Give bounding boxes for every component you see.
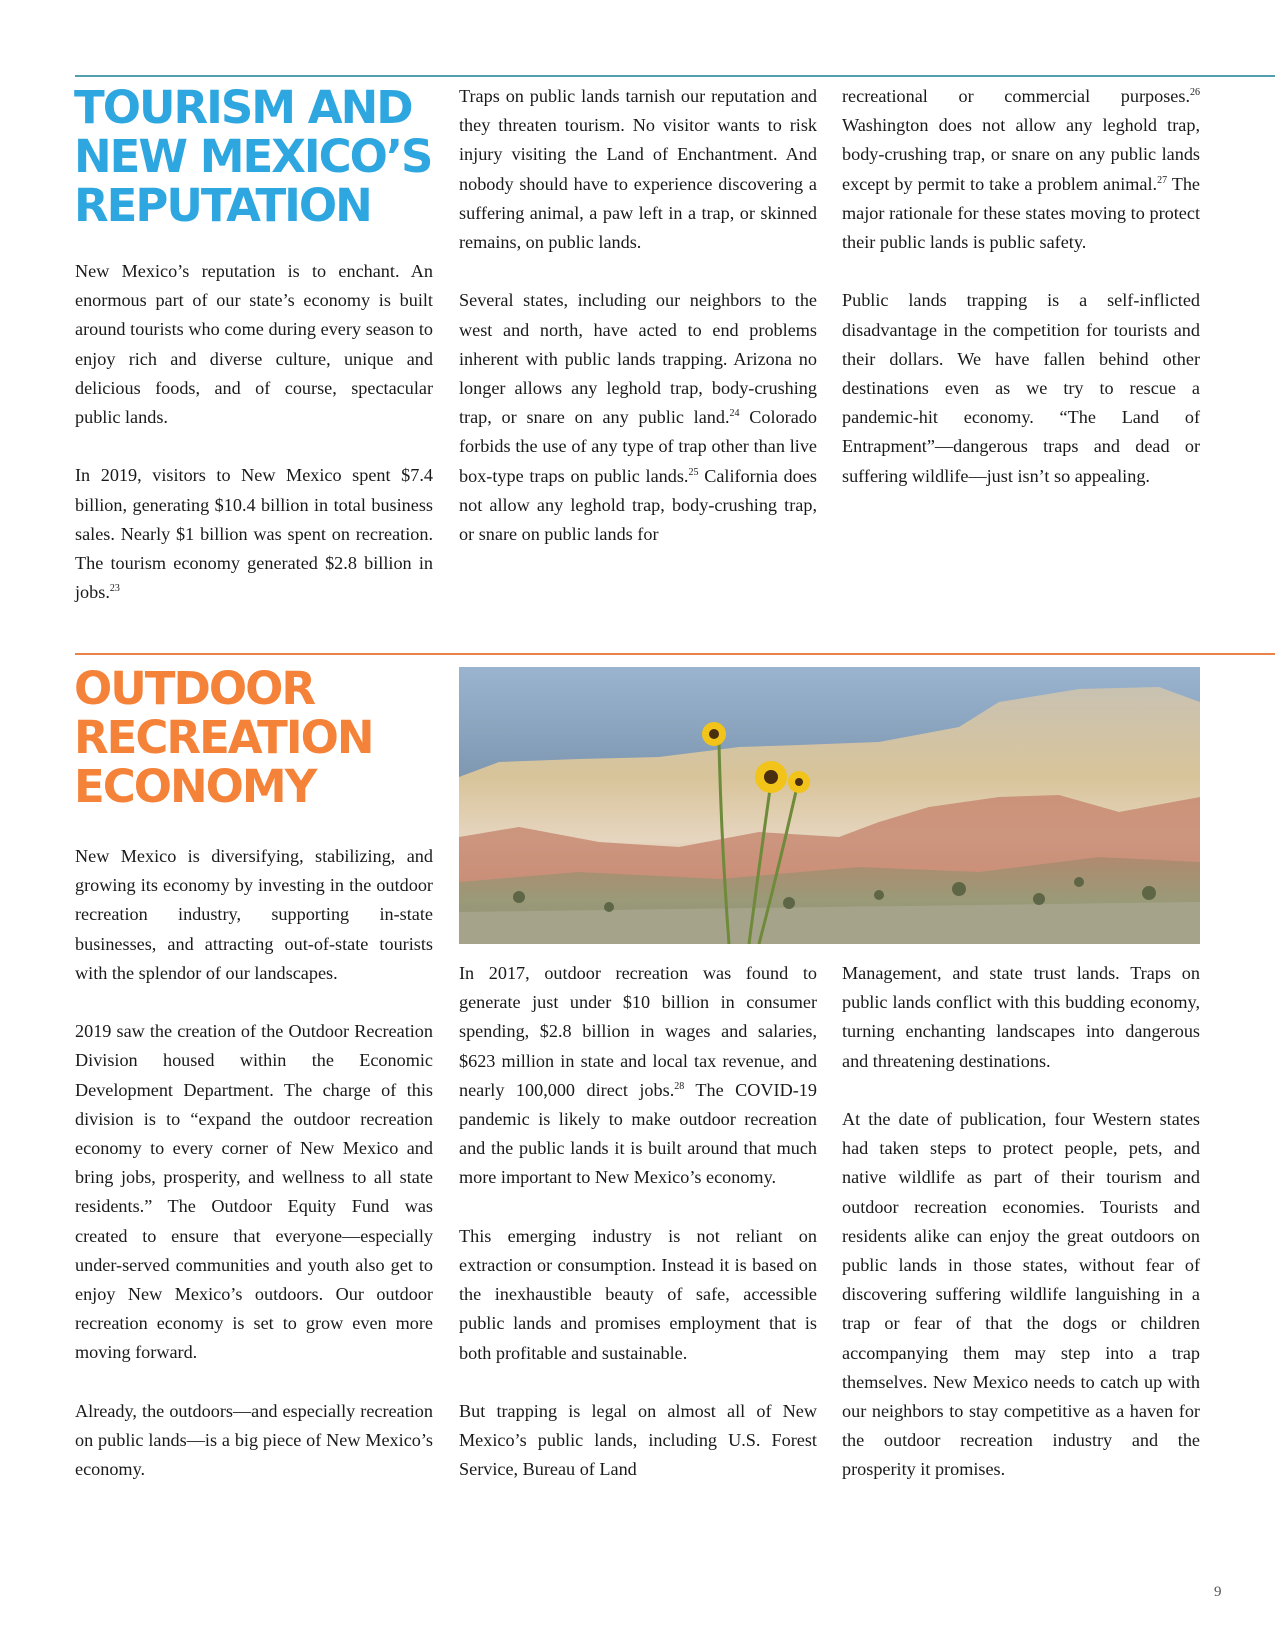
- heading-line: OUTDOOR: [74, 662, 315, 715]
- paragraph-text: California does not allow any leghold trap, body-crushing trap, or snare on public lands for: [459, 465, 818, 545]
- footnote-ref: 23: [109, 583, 120, 595]
- heading-line: ECONOMY: [74, 760, 316, 813]
- outdoor-column-2: [459, 959, 817, 1485]
- heading-line: RECREATION: [74, 711, 373, 764]
- heading-tourism-reputation: [74, 83, 454, 230]
- paragraph-text: In 2019, visitors to New Mexico spent $7.4 billion, generating $10.4 billion in total business sales. Nearly $1 billion was spent on recreation. The tourism economy generated $2.8 billion in jobs.: [75, 465, 433, 603]
- footnote-ref: 26: [1190, 87, 1200, 98]
- section-divider-tourism: [75, 75, 1275, 77]
- paragraph-text: In 2017, outdoor recreation was found to generate just under $10 billion in consumer spending, $2.8 billion in wages and salaries, $623 million in state and local tax revenue, and nearly 100,000 direct jobs.: [459, 963, 817, 1100]
- tourism-column-1: [75, 257, 433, 607]
- paragraph: [459, 959, 817, 1193]
- tourism-column-2: [459, 82, 817, 549]
- paragraph: [459, 286, 817, 549]
- paragraph: 2019 saw the creation of the Outdoor Recreation Division housed within the Economic Development Department. The charge of this division is to “expand the outdoor recreation economy to every corner of New Mexico and bring jobs, prosperity, and wellness to all state residents.” The Outdoor Equity Fund was created to ensure that everyone—especially under-served communities and youth also get to enjoy New Mexico’s outdoors. Our outdoor recreation economy is set to grow even more moving forward.: [75, 1021, 433, 1363]
- paragraph-text: The COVID-19 pandemic is likely to make outdoor recreation and the public lands it is built around that much more important to New Mexico’s economy.: [459, 1079, 817, 1188]
- heading-line: TOURISM AND: [74, 81, 412, 134]
- paragraph: Public lands trapping is a self-inflicted disadvantage in the competition for tourists and their dollars. We have fallen behind other destinations even as we try to rescue a pandemic-hit economy. “The Land of Entrapment”—dangerous traps and dead or suffering wildlife—just isn’t so appealing.: [842, 290, 1200, 486]
- paragraph-text: Several states, including our neighbors to the west and north, have acted to end problems inherent with public lands trapping. Arizona no longer allows any leghold trap, body-crushing trap, or snare on any public land.: [459, 290, 817, 428]
- section-divider-outdoor: [75, 653, 1275, 655]
- footnote-ref: 27: [1157, 174, 1168, 186]
- paragraph: At the date of publication, four Western states had taken steps to protect people, pets, and native wildlife as part of their tourism and outdoor recreation economies. Tourists and residents alike can enjoy the great outdoors on public lands in those states, without fear of discovering suffering wildlife languishing in a trap or fear of that the dogs or children accompanying them may step into a trap themselves. New Mexico needs to catch up with our neighbors to stay competitive as a haven for the outdoor recreation industry and the prosperity it promises.: [842, 1109, 1200, 1480]
- tourism-column-3: [842, 82, 1200, 491]
- landscape-photo-illustration: [459, 667, 1200, 944]
- paragraph: This emerging industry is not reliant on extraction or consumption. Instead it is based on the inexhaustible beauty of safe, accessible public lands and promises employment that is both profitable and sustainable.: [459, 1225, 817, 1363]
- footnote-ref: 24: [729, 408, 740, 420]
- page-number: 9: [1214, 1584, 1222, 1600]
- paragraph: Traps on public lands tarnish our reputation and they threaten tourism. No visitor wants to risk injury visiting the Land of Enchantment. And nobody should have to experience discovering a suffering animal, a paw left in a trap, or skinned remains, on public lands.: [459, 86, 817, 253]
- paragraph: Already, the outdoors—and especially recreation on public lands—is a big piece of New Mexico’s economy.: [75, 1400, 433, 1480]
- paragraph: [842, 82, 1200, 257]
- paragraph-text: The major rationale for these states moving to protect their public lands is public safety.: [842, 173, 1200, 253]
- heading-outdoor-recreation-economy: [74, 664, 454, 811]
- paragraph-text: Washington does not allow any leghold trap, body-crushing trap, or snare on any public lands except by permit to take a problem animal.: [842, 115, 1200, 194]
- paragraph-text: Colorado forbids the use of any type of trap other than live box-type traps on public lands.: [459, 407, 817, 486]
- paragraph-text: recreational or commercial purposes.: [842, 86, 1190, 106]
- landscape-photo: [459, 667, 1200, 944]
- footnote-ref: 28: [674, 1080, 685, 1092]
- paragraph: But trapping is legal on almost all of New Mexico’s public lands, including U.S. Forest Service, Bureau of Land: [459, 1401, 817, 1480]
- paragraph: New Mexico is diversifying, stabilizing, and growing its economy by investing in the outdoor recreation industry, supporting in-state businesses, and attracting out-of-state tourists with the splendor of our landscapes.: [75, 846, 433, 983]
- outdoor-column-3: [842, 959, 1200, 1485]
- paragraph: New Mexico’s reputation is to enchant. An enormous part of our state’s economy is built around tourists who come during every season to enjoy rich and diverse culture, unique and delicious foods, and of course, spectacular public lands.: [75, 261, 433, 428]
- heading-line: REPUTATION: [74, 179, 371, 232]
- heading-line: NEW MEXICO’S: [74, 130, 432, 183]
- paragraph: Management, and state trust lands. Traps on public lands conflict with this budding economy, turning enchanting landscapes into dangerous and threatening destinations.: [842, 963, 1200, 1071]
- paragraph: [75, 461, 433, 607]
- outdoor-column-1: [75, 842, 433, 1484]
- footnote-ref: 25: [688, 466, 699, 478]
